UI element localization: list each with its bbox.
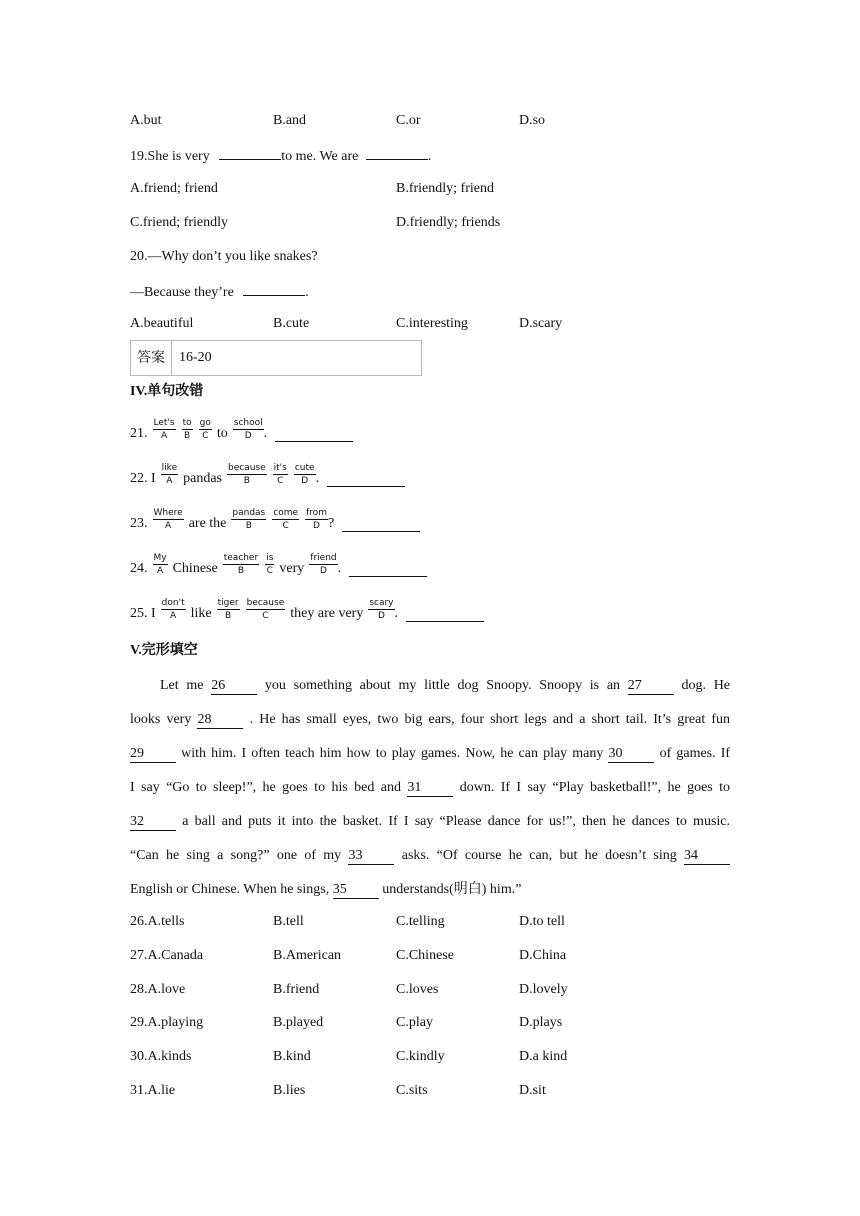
word-letter: C bbox=[282, 521, 289, 531]
underlined-word bbox=[305, 507, 328, 533]
option: C.interesting bbox=[396, 316, 468, 331]
sentence-text: very bbox=[279, 561, 305, 576]
option: D.so bbox=[519, 113, 546, 128]
passage-text: a ball and puts it into the basket. If I say “Please dance for us!”, then he dances to music. bbox=[182, 814, 731, 829]
cloze-blank: 34 bbox=[684, 848, 730, 865]
cloze-blank: 33 bbox=[348, 848, 394, 865]
word-letter: C bbox=[266, 566, 273, 576]
passage-text: down. If I say “Play basketball!”, he goes to bbox=[459, 780, 731, 795]
option: B.lies bbox=[273, 1083, 306, 1098]
underlined-word bbox=[265, 552, 274, 578]
word-letter: B bbox=[245, 521, 252, 531]
word-text: tiger bbox=[217, 598, 239, 608]
section-title: V.完形填空 bbox=[130, 643, 198, 658]
option: D.a kind bbox=[519, 1049, 568, 1065]
q20-line1: 20.—Why don’t you like snakes? bbox=[130, 249, 318, 264]
word-letter: C bbox=[277, 476, 284, 486]
answer-blank bbox=[327, 462, 405, 487]
cloze-blank: 29 bbox=[130, 746, 176, 763]
word-letter: D bbox=[301, 476, 309, 486]
underlined-word bbox=[153, 552, 168, 578]
cloze-blank: 28 bbox=[197, 712, 243, 729]
option: 27.A.Canada bbox=[130, 947, 204, 963]
underlined-word bbox=[161, 597, 186, 623]
word-text: it's bbox=[273, 463, 287, 473]
answer-label: 答案 bbox=[131, 341, 172, 375]
word-text: like bbox=[161, 463, 178, 473]
q19-stem bbox=[130, 145, 730, 165]
error-sentence bbox=[130, 507, 420, 541]
option: C.Chinese bbox=[396, 947, 454, 963]
cloze-passage bbox=[130, 669, 730, 907]
word-letter: C bbox=[202, 431, 209, 441]
underlined-word bbox=[233, 417, 264, 443]
cloze-blank: 30 bbox=[608, 746, 654, 763]
word-text: to bbox=[182, 418, 192, 428]
cloze-choice-row bbox=[130, 946, 730, 966]
passage-text: you something about my little dog Snoopy. Snoopy is an bbox=[264, 678, 621, 693]
option: D.lovely bbox=[519, 981, 568, 997]
sentence-number: 23. bbox=[130, 516, 148, 531]
q19-stem-text: . bbox=[427, 149, 432, 164]
option: A.but bbox=[130, 113, 162, 128]
q20-line2 bbox=[130, 281, 730, 301]
passage-line bbox=[130, 805, 730, 839]
passage-text: asks. “Of course he can, but he doesn’t sing bbox=[401, 848, 677, 863]
answer-range: 16-20 bbox=[179, 350, 212, 365]
error-sentence bbox=[130, 417, 353, 451]
sentence-text: . bbox=[337, 561, 342, 576]
word-letter: A bbox=[165, 521, 172, 531]
underlined-word bbox=[153, 417, 176, 443]
word-letter: C bbox=[262, 611, 269, 621]
option: B.American bbox=[273, 947, 342, 963]
sentence-text: . bbox=[263, 426, 268, 441]
option: C.telling bbox=[396, 914, 445, 929]
q19-options-row2 bbox=[130, 213, 730, 233]
option: A.beautiful bbox=[130, 316, 194, 331]
word-text: because bbox=[246, 598, 285, 608]
option: D.to tell bbox=[519, 914, 565, 929]
passage-text: “Can he sing a song?” one of my bbox=[130, 848, 342, 863]
word-letter: A bbox=[170, 611, 177, 621]
answer-blank bbox=[219, 145, 281, 160]
passage-text: dog. He bbox=[681, 678, 731, 693]
option: C.sits bbox=[396, 1083, 428, 1098]
answer-blank bbox=[275, 417, 353, 442]
word-letter: D bbox=[377, 611, 385, 621]
word-letter: D bbox=[313, 521, 320, 531]
q20-options bbox=[130, 314, 730, 334]
option: A.friend; friend bbox=[130, 181, 218, 196]
underlined-word bbox=[153, 507, 184, 533]
answer-blank bbox=[342, 507, 420, 532]
q19-options-row1 bbox=[130, 179, 730, 199]
q19-stem-text: to me. We are bbox=[281, 149, 359, 164]
underlined-word bbox=[246, 597, 286, 623]
q20-text: . bbox=[305, 285, 309, 300]
answer-blank bbox=[406, 597, 484, 622]
passage-text: with him. I often teach him how to play games. Now, he can play many bbox=[181, 746, 604, 761]
answer-blank bbox=[349, 552, 427, 577]
option: B.tell bbox=[273, 914, 304, 929]
sentence-text: like bbox=[190, 606, 212, 621]
cloze-choice-row bbox=[130, 1013, 730, 1033]
passage-line bbox=[130, 669, 730, 703]
sentence-text: pandas bbox=[183, 471, 222, 486]
word-letter: B bbox=[237, 566, 245, 576]
passage-text: understands(明白) him.” bbox=[382, 882, 522, 897]
option: 30.A.kinds bbox=[130, 1049, 192, 1065]
answer-blank bbox=[366, 145, 428, 160]
sentence-number: 22. I bbox=[130, 471, 156, 486]
sentence-text: are the bbox=[188, 516, 227, 531]
option: C.loves bbox=[396, 981, 439, 997]
answer-table bbox=[130, 340, 422, 376]
sentence-text: . bbox=[394, 606, 399, 621]
cloze-choice-row bbox=[130, 1047, 730, 1067]
word-text: Where bbox=[153, 508, 183, 518]
option: D.scary bbox=[519, 316, 563, 331]
underlined-word bbox=[182, 417, 193, 443]
option: C.or bbox=[396, 113, 421, 128]
cloze-choice-row bbox=[130, 980, 730, 1000]
cloze-blank: 31 bbox=[407, 780, 453, 797]
word-letter: B bbox=[184, 431, 191, 441]
q20-text: —Because they’re bbox=[130, 285, 234, 300]
option: 28.A.love bbox=[130, 981, 186, 997]
underlined-word bbox=[294, 462, 316, 488]
passage-text: . He has small eyes, two big ears, four short legs and a short tail. It’s great fun bbox=[249, 712, 731, 727]
passage-text: English or Chinese. When he sings, bbox=[130, 882, 330, 897]
option: B.cute bbox=[273, 316, 310, 331]
section-title: IV.单句改错 bbox=[130, 384, 204, 399]
passage-line bbox=[130, 873, 730, 907]
cloze-blank: 26 bbox=[211, 678, 257, 695]
q18-options bbox=[130, 111, 730, 131]
cloze-blank: 32 bbox=[130, 814, 176, 831]
cloze-blank: 35 bbox=[333, 882, 379, 899]
sentence-number: 24. bbox=[130, 561, 148, 576]
passage-line bbox=[130, 737, 730, 771]
underlined-word bbox=[368, 597, 394, 623]
underlined-word bbox=[231, 507, 266, 533]
sentence-number: 25. I bbox=[130, 606, 156, 621]
option: D.sit bbox=[519, 1083, 546, 1098]
word-letter: B bbox=[243, 476, 250, 486]
word-text: is bbox=[266, 553, 274, 563]
underlined-word bbox=[217, 597, 240, 623]
word-letter: A bbox=[160, 431, 168, 441]
option: D.plays bbox=[519, 1015, 563, 1031]
sentence-text: they are very bbox=[290, 606, 364, 621]
option: C.friend; friendly bbox=[130, 215, 228, 230]
error-sentence bbox=[130, 552, 427, 586]
option: 26.A.tells bbox=[130, 914, 185, 929]
underlined-word bbox=[199, 417, 212, 443]
error-sentence bbox=[130, 462, 405, 496]
cloze-blank: 27 bbox=[628, 678, 674, 695]
passage-line bbox=[130, 839, 730, 873]
word-text: don't bbox=[161, 598, 185, 608]
option: B.played bbox=[273, 1015, 324, 1031]
word-text: My bbox=[153, 553, 167, 563]
word-text: because bbox=[228, 463, 266, 473]
cloze-choice-row bbox=[130, 1081, 730, 1101]
word-text: cute bbox=[294, 463, 315, 473]
underlined-word bbox=[273, 462, 288, 488]
word-letter: D bbox=[319, 566, 327, 576]
underlined-word bbox=[227, 462, 267, 488]
underlined-word bbox=[223, 552, 259, 578]
word-text: teacher bbox=[223, 553, 259, 563]
underlined-word bbox=[309, 552, 337, 578]
option: D.friendly; friends bbox=[396, 215, 501, 230]
word-letter: B bbox=[225, 611, 232, 621]
option: 31.A.lie bbox=[130, 1083, 176, 1098]
option: C.kindly bbox=[396, 1049, 445, 1065]
word-text: come bbox=[273, 508, 299, 518]
sentence-text: . bbox=[315, 471, 320, 486]
passage-text: I say “Go to sleep!”, he goes to his bed and bbox=[130, 780, 401, 795]
error-sentence bbox=[130, 597, 484, 631]
passage-line bbox=[130, 771, 730, 805]
passage-text: Let me bbox=[160, 678, 204, 693]
option: B.kind bbox=[273, 1049, 311, 1065]
option: C.play bbox=[396, 1015, 433, 1031]
word-text: school bbox=[233, 418, 263, 428]
sentence-text: to bbox=[216, 426, 228, 441]
underlined-word bbox=[161, 462, 178, 488]
word-text: go bbox=[199, 418, 211, 428]
passage-text: looks very bbox=[130, 712, 192, 727]
sentence-number: 21. bbox=[130, 426, 148, 441]
word-letter: A bbox=[156, 566, 164, 576]
sentence-text: ? bbox=[327, 516, 335, 531]
option: D.China bbox=[519, 947, 567, 963]
option: B.friendly; friend bbox=[396, 181, 494, 196]
option: 29.A.playing bbox=[130, 1015, 204, 1031]
passage-text: of games. If bbox=[659, 746, 731, 761]
underlined-word bbox=[272, 507, 299, 533]
option: B.friend bbox=[273, 981, 320, 997]
word-letter: D bbox=[244, 431, 252, 441]
option: B.and bbox=[273, 113, 307, 128]
passage-line bbox=[130, 703, 730, 737]
answer-blank bbox=[243, 281, 305, 296]
word-text: friend bbox=[310, 553, 337, 563]
q19-stem-text: 19.She is very bbox=[130, 149, 210, 164]
sentence-text: Chinese bbox=[172, 561, 218, 576]
word-letter: A bbox=[166, 476, 173, 486]
word-text: Let's bbox=[153, 418, 175, 428]
word-text: pandas bbox=[232, 508, 266, 518]
word-text: from bbox=[306, 508, 327, 518]
word-text: scary bbox=[369, 598, 394, 608]
cloze-choice-row bbox=[130, 912, 730, 932]
